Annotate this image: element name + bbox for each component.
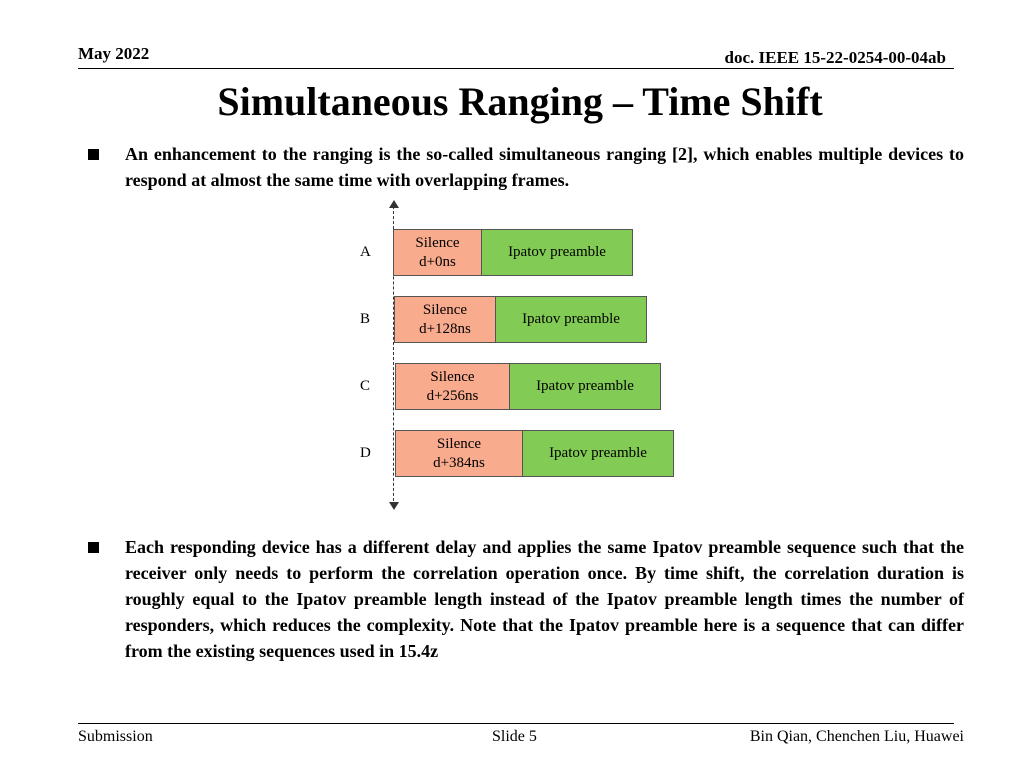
- footer-slide-number: Slide 5: [492, 728, 537, 745]
- silence-label: Silence: [436, 435, 482, 452]
- preamble-label: Ipatov preamble: [549, 445, 647, 461]
- delay-label: d+256ns: [426, 387, 479, 404]
- footer-divider: [78, 723, 954, 724]
- axis-arrow-up-icon: [389, 200, 399, 208]
- preamble-box-b: [495, 296, 647, 343]
- slide-title: Simultaneous Ranging – Time Shift: [217, 79, 823, 124]
- bullet-square-icon: [88, 149, 99, 160]
- silence-label: Silence: [415, 234, 460, 251]
- preamble-box-d: [522, 430, 674, 477]
- bullet-text: An enhancement to the ranging is the so-called simultaneous ranging [2], which enables multiple devices to respond at almost the same time with overlapping frames.: [125, 144, 964, 190]
- row-label-c: C: [360, 378, 371, 394]
- row-label-a: A: [360, 244, 371, 260]
- preamble-box-a: [481, 229, 633, 276]
- silence-box-c: [395, 363, 510, 410]
- footer-submission: Submission: [78, 728, 153, 745]
- silence-box-a: [393, 229, 482, 276]
- silence-label: Silence: [430, 368, 475, 385]
- bullet-square-icon: [88, 542, 99, 553]
- axis-arrow-down-icon: [389, 502, 399, 510]
- silence-label: Silence: [422, 301, 468, 318]
- bullet-item: [88, 534, 964, 664]
- header-date: May 2022: [78, 44, 150, 63]
- header-divider: [78, 68, 954, 69]
- preamble-label: Ipatov preamble: [508, 244, 606, 260]
- row-label-d: D: [360, 445, 371, 461]
- row-label-b: B: [360, 311, 371, 327]
- bullet-text: Each responding device has a different delay and applies the same Ipatov preamble sequence such that the receiver only needs to perform the correlation operation once. By time shift, the correlation duration is roughly equal to the Ipatov preamble length instead of the Ipatov preamble length times the number of responders, which reduces the complexity. Note that the Ipatov preamble here is a sequence that can differ from the existing sequences used in 15.4z: [125, 537, 964, 661]
- time-axis: [393, 206, 394, 506]
- preamble-label: Ipatov preamble: [522, 311, 620, 327]
- preamble-box-c: [509, 363, 661, 410]
- header-doc-id: doc. IEEE 15-22-0254-00-04ab: [724, 48, 946, 67]
- delay-label: d+128ns: [419, 320, 471, 337]
- preamble-label: Ipatov preamble: [536, 378, 634, 394]
- footer-authors: Bin Qian, Chenchen Liu, Huawei: [749, 728, 964, 745]
- bullet-item: [88, 141, 964, 193]
- silence-box-b: [394, 296, 496, 343]
- delay-label: d+0ns: [419, 253, 456, 270]
- delay-label: d+384ns: [433, 454, 485, 471]
- silence-box-d: [395, 430, 523, 477]
